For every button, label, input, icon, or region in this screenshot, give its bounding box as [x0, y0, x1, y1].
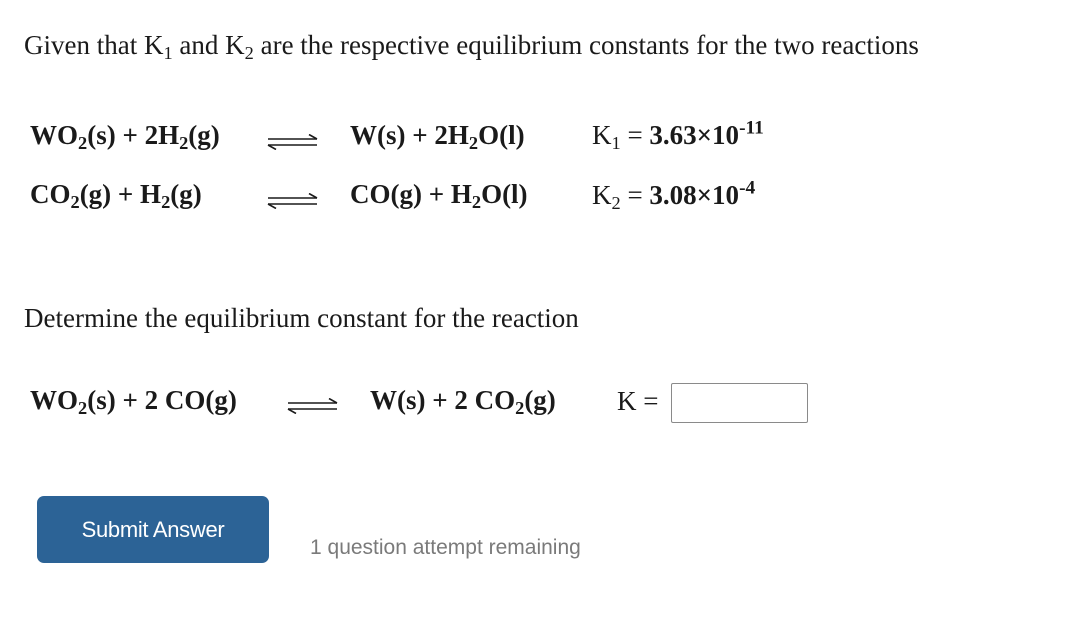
equilibrium-arrow-icon	[287, 398, 339, 414]
equilibrium-arrow-icon	[267, 193, 319, 209]
question-intro: Given that $K_1$ and $K_2$ are the respective equilibrium constants for the two reactions	[24, 30, 919, 64]
reaction2-reactants: $CO_2(g) + H_2(g)$	[30, 179, 202, 213]
reaction2-k-value: $K_2 = 3.08\times 10^{-4}$	[592, 177, 756, 214]
target-reactants: $WO_2(s) + 2$ CO(g)	[30, 385, 237, 419]
reaction1-products: $W(s) + 2H_2O(l)$	[350, 120, 525, 154]
attempts-remaining-text: 1 question attempt remaining	[310, 536, 581, 559]
submit-answer-button[interactable]: Submit Answer	[37, 496, 269, 563]
answer-k-label: K =	[617, 386, 659, 416]
reaction2-products: $CO(g) + H_2O(l)$	[350, 179, 528, 213]
answer-input[interactable]	[671, 383, 808, 423]
reaction1-reactants: $WO_2(s) + 2H_2(g)$	[30, 120, 220, 154]
equilibrium-arrow-icon	[267, 134, 319, 150]
target-products: W(s) + 2 $CO_2(g)$	[370, 385, 556, 419]
question-prompt: Determine the equilibrium constant for the reaction	[24, 303, 579, 333]
reaction1-k-value: $K_1 = 3.63\times 10^{-11}$	[592, 117, 764, 154]
